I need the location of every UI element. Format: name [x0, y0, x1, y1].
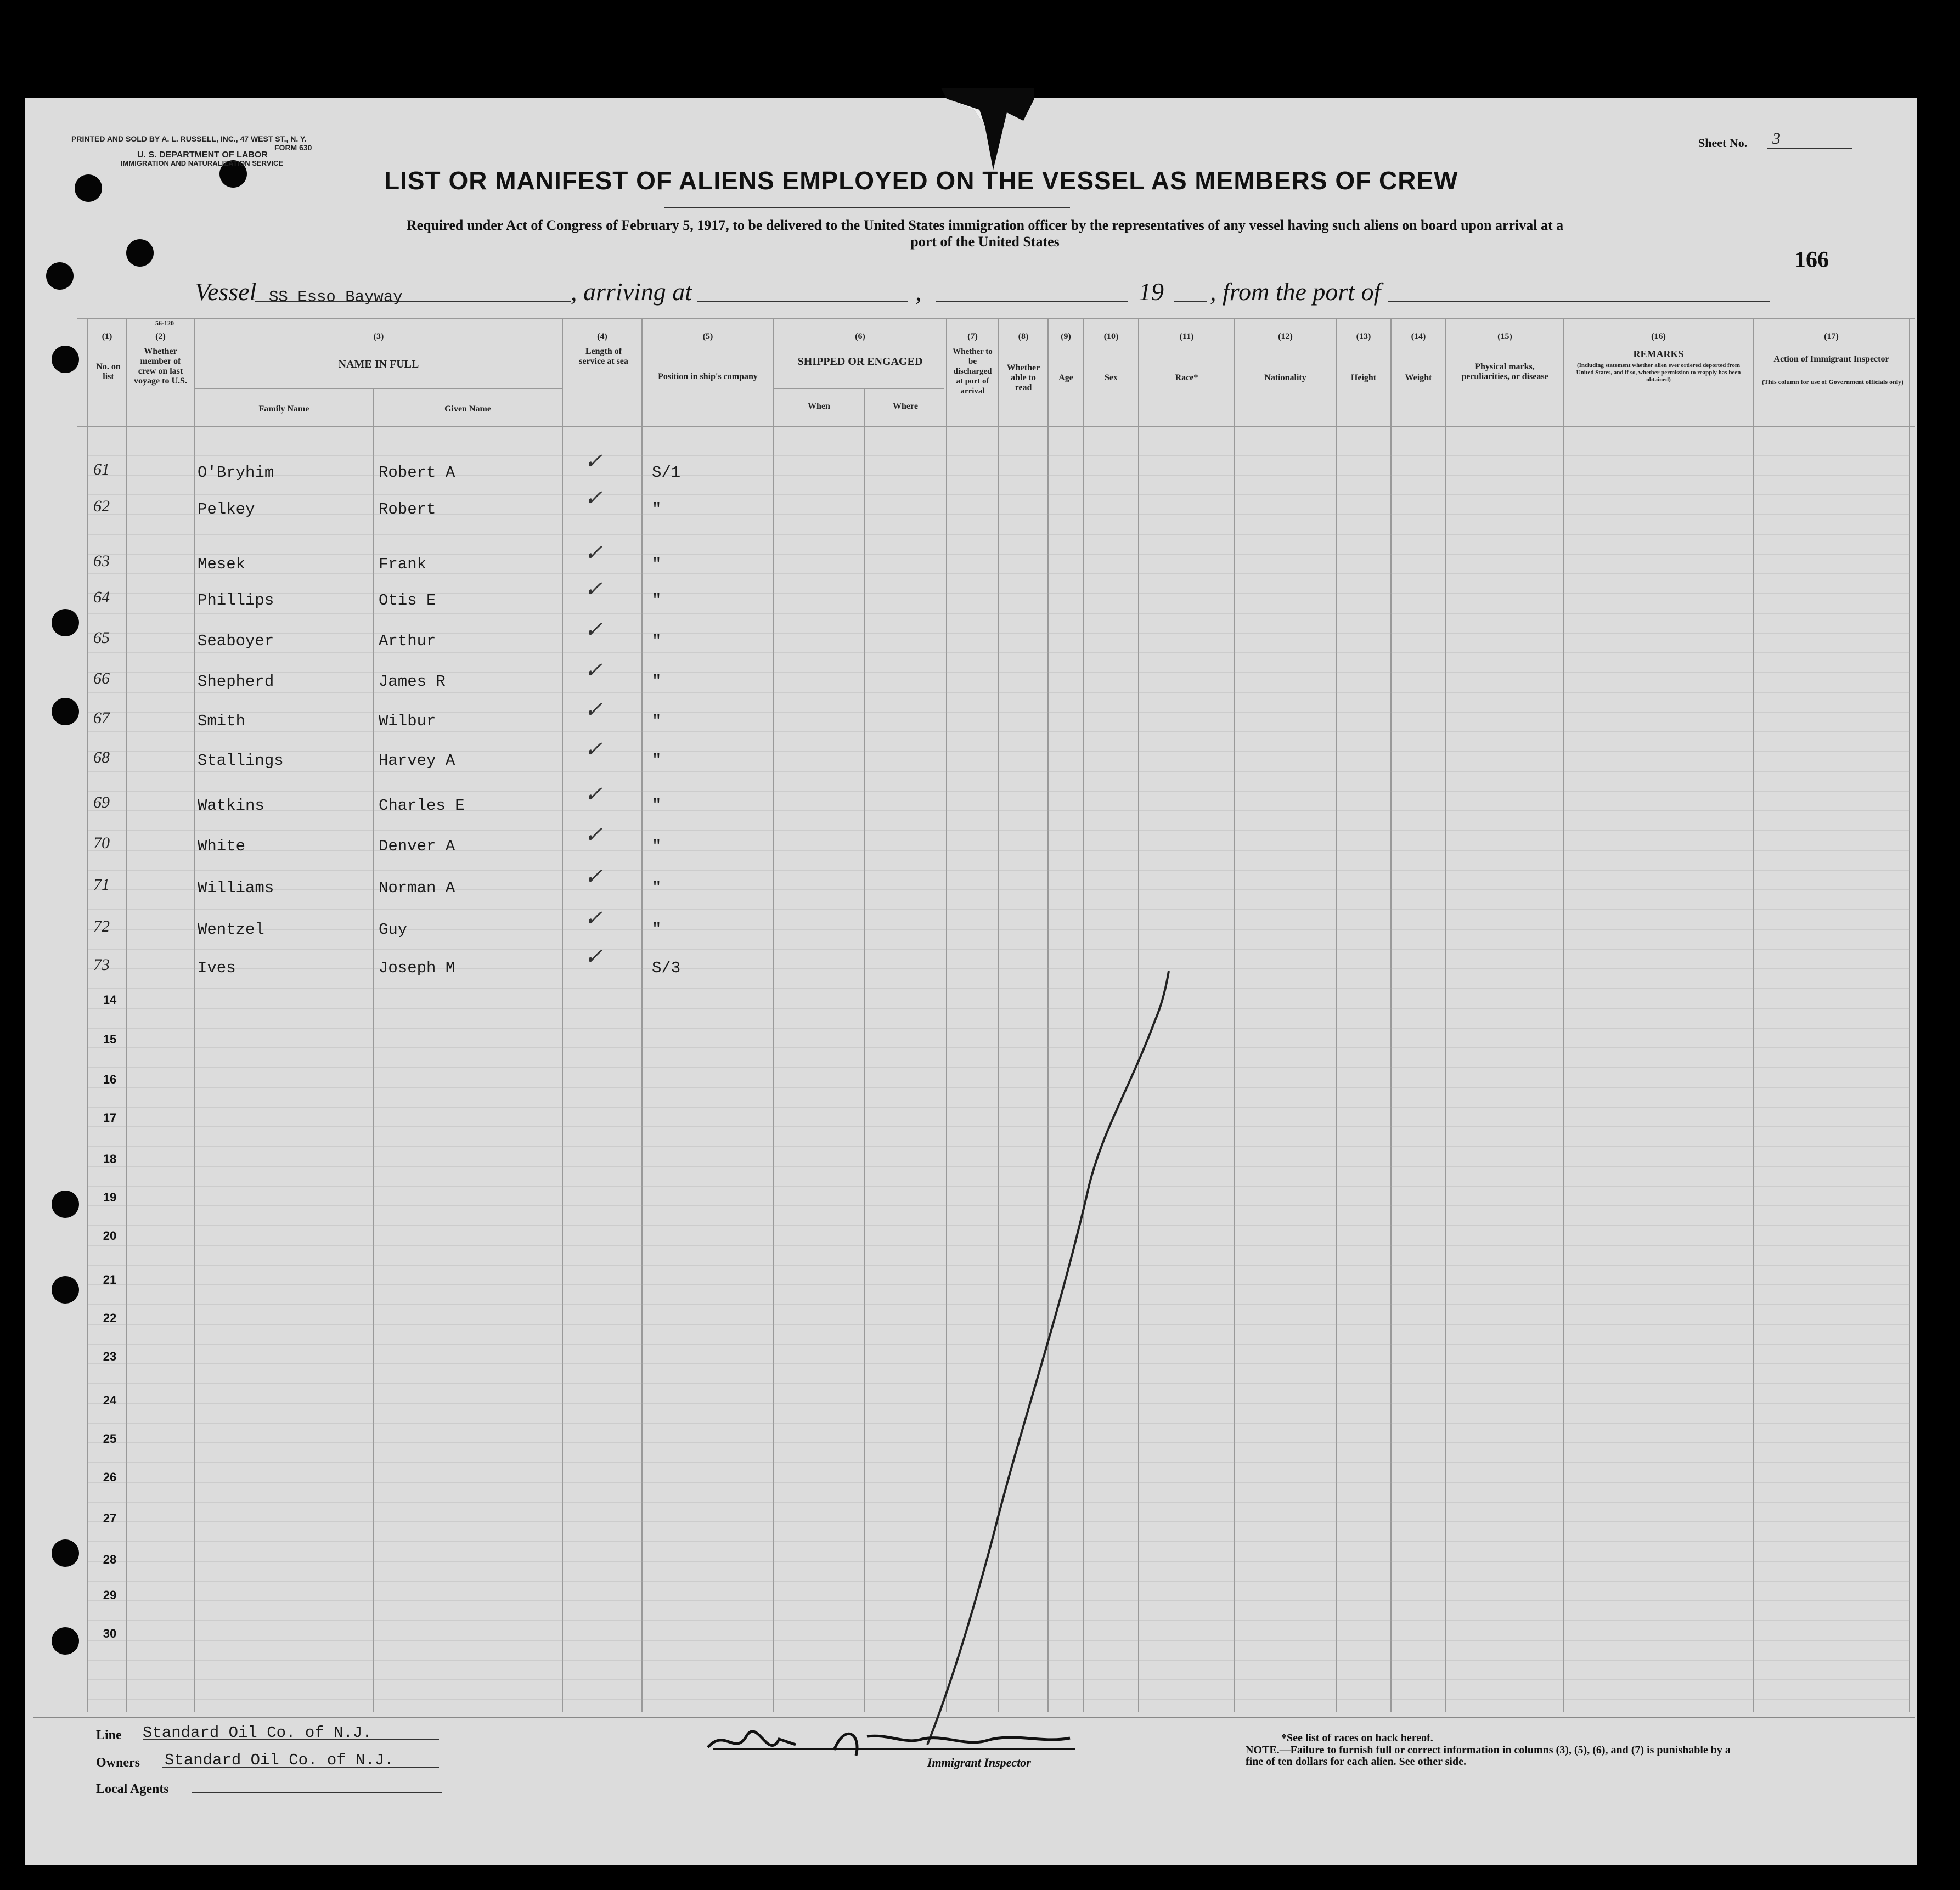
- family-name: O'Bryhim: [198, 464, 274, 482]
- position-in-company: ": [652, 555, 662, 573]
- service-checkmark: ✓: [584, 486, 603, 510]
- family-name: Stallings: [198, 752, 284, 770]
- col17-header: Action of Immigrant Inspector: [1773, 354, 1889, 364]
- col17-subheader: (This column for use of Government officials only): [1761, 378, 1904, 386]
- row-number: 66: [93, 669, 110, 687]
- position-in-company: ": [652, 673, 662, 691]
- service-checkmark: ✓: [584, 822, 603, 847]
- given-name: Harvey A: [379, 752, 455, 770]
- col9-number: (9): [1061, 332, 1071, 341]
- service-checkmark: ✓: [584, 782, 603, 806]
- position-in-company: S/1: [652, 464, 681, 482]
- family-name: Mesek: [198, 555, 246, 573]
- blank-row-number: 25: [103, 1432, 117, 1446]
- row-number: 68: [93, 748, 110, 766]
- position-in-company: ": [652, 752, 662, 770]
- inspector-label: Immigrant Inspector: [927, 1756, 1031, 1769]
- position-in-company: S/3: [652, 959, 681, 977]
- row-number: 61: [93, 460, 110, 478]
- col16-subheader: (Including statement whether alien ever ordered deported from United States, and if so, whether permission to reapply has been obtained): [1576, 362, 1741, 383]
- service-checkmark: ✓: [584, 617, 603, 642]
- blank-row-number: 17: [103, 1111, 117, 1125]
- department-name: U. S. DEPARTMENT OF LABOR: [137, 150, 268, 160]
- form-number: FORM 630: [274, 143, 312, 152]
- col2-code: 56-120: [155, 319, 174, 327]
- given-name: Frank: [379, 555, 427, 573]
- service-checkmark: ✓: [584, 697, 603, 722]
- col11-header: Race*: [1175, 373, 1198, 382]
- stamp-number: 166: [1794, 247, 1829, 273]
- service-name: IMMIGRATION AND NATURALIZATION SERVICE: [121, 159, 284, 167]
- col5-header: Position in ship's company: [658, 372, 758, 381]
- given-name: James R: [379, 673, 446, 691]
- col15-header: Physical marks, peculiarities, or disease: [1461, 362, 1548, 381]
- given-name: Charles E: [379, 797, 465, 815]
- col10-header: Sex: [1105, 373, 1118, 382]
- races-note: *See list of races on back hereof.: [1281, 1732, 1433, 1744]
- col4-number: (4): [597, 332, 607, 341]
- family-name: Phillips: [198, 591, 274, 610]
- given-name: Joseph M: [379, 959, 455, 977]
- printer-line: PRINTED AND SOLD BY A. L. RUSSELL, INC., 47 WEST ST., N. Y.: [71, 134, 307, 143]
- position-in-company: ": [652, 632, 662, 650]
- row-number: 64: [93, 588, 110, 606]
- col3-header: NAME IN FULL: [338, 358, 419, 370]
- given-name: Denver A: [379, 837, 455, 855]
- service-checkmark: ✓: [584, 449, 603, 473]
- family-name: Williams: [198, 879, 274, 897]
- given-name: Robert: [379, 500, 436, 518]
- position-in-company: ": [652, 837, 662, 855]
- col7-header: Whether to be discharged at port of arrival: [953, 347, 993, 396]
- given-name: Guy: [379, 921, 408, 939]
- blank-row-number: 27: [103, 1511, 117, 1525]
- line-label: Line: [96, 1728, 122, 1742]
- family-name: Wentzel: [198, 921, 264, 939]
- col4-header: Length of service at sea: [579, 347, 628, 366]
- local-agents-label: Local Agents: [96, 1782, 169, 1796]
- col5-number: (5): [702, 332, 713, 341]
- col9-header: Age: [1058, 373, 1073, 382]
- family-name: Pelkey: [198, 500, 255, 518]
- col16-number: (16): [1651, 332, 1666, 341]
- service-checkmark: ✓: [584, 906, 603, 930]
- given-name: Arthur: [379, 632, 436, 650]
- col14-header: Weight: [1405, 373, 1432, 382]
- shipped-when-header: When: [808, 402, 830, 411]
- service-checkmark: ✓: [584, 577, 603, 601]
- col12-header: Nationality: [1264, 373, 1306, 382]
- fine-note: NOTE.—Failure to furnish full or correct information in columns (3), (5), (6), and (7) is punishable by a fine of ten dollars for each alien. See other side.: [1246, 1744, 1731, 1768]
- blank-row-number: 21: [103, 1273, 117, 1287]
- family-name: Shepherd: [198, 673, 274, 691]
- row-number: 62: [93, 497, 110, 515]
- col11-number: (11): [1179, 332, 1194, 341]
- line-value: Standard Oil Co. of N.J.: [143, 1724, 372, 1742]
- position-in-company: ": [652, 712, 662, 730]
- given-name: Norman A: [379, 879, 455, 897]
- col13-header: Height: [1350, 373, 1377, 382]
- position-in-company: ": [652, 500, 662, 518]
- blank-row-number: 18: [103, 1152, 117, 1166]
- col6-number: (6): [855, 332, 865, 341]
- blank-row-number: 19: [103, 1191, 117, 1204]
- col6-header: SHIPPED OR ENGAGED: [797, 356, 923, 368]
- blank-row-number: 14: [103, 993, 117, 1007]
- year-label: 19: [1139, 278, 1164, 306]
- blank-row-number: 30: [103, 1627, 117, 1640]
- col1-number: (1): [102, 332, 112, 341]
- col17-number: (17): [1824, 332, 1839, 341]
- shipped-where-header: Where: [893, 402, 918, 411]
- requirement-text: Required under Act of Congress of February 5, 1917, to be delivered to the United States immigration officer by the representatives of any vessel having such aliens on board upon arrival at a port of the United States: [406, 217, 1564, 250]
- position-in-company: ": [652, 921, 662, 939]
- col15-number: (15): [1497, 332, 1512, 341]
- col13-number: (13): [1356, 332, 1371, 341]
- owners-value: Standard Oil Co. of N.J.: [165, 1751, 394, 1769]
- given-name: Wilbur: [379, 712, 436, 730]
- form-title: LIST OR MANIFEST OF ALIENS EMPLOYED ON THE VESSEL AS MEMBERS OF CREW: [384, 166, 1458, 195]
- col2-header: Whether member of crew on last voyage to U.S.: [134, 347, 187, 386]
- given-name: Otis E: [379, 591, 436, 610]
- col3-number: (3): [373, 332, 384, 341]
- sheet-number: 3: [1772, 129, 1781, 148]
- family-name: Watkins: [198, 797, 264, 815]
- family-name: White: [198, 837, 246, 855]
- service-checkmark: ✓: [584, 540, 603, 565]
- owners-label: Owners: [96, 1756, 140, 1770]
- col12-number: (12): [1278, 332, 1293, 341]
- blank-row-number: 24: [103, 1393, 117, 1407]
- col16-header: REMARKS: [1633, 348, 1684, 359]
- col8-header: Whether able to read: [1006, 363, 1040, 392]
- service-checkmark: ✓: [584, 658, 603, 682]
- service-checkmark: ✓: [584, 737, 603, 761]
- blank-row-number: 29: [103, 1588, 117, 1602]
- inspector-signature: [708, 1731, 1070, 1756]
- row-number: 67: [93, 709, 110, 727]
- vessel-label: Vessel: [195, 278, 257, 306]
- position-in-company: ": [652, 591, 662, 610]
- given-name-header: Given Name: [444, 404, 491, 414]
- vessel-name: SS Esso Bayway: [269, 288, 403, 306]
- position-in-company: ": [652, 879, 662, 897]
- col2-number: (2): [155, 332, 166, 341]
- row-number: 73: [93, 956, 110, 974]
- service-checkmark: ✓: [584, 864, 603, 889]
- arriving-label: , arriving at: [571, 278, 692, 306]
- blank-row-number: 16: [103, 1073, 117, 1086]
- given-name: Robert A: [379, 464, 455, 482]
- blank-row-number: 26: [103, 1470, 117, 1484]
- position-in-company: ": [652, 797, 662, 815]
- row-number: 69: [93, 793, 110, 811]
- col7-number: (7): [967, 332, 978, 341]
- row-number: 63: [93, 552, 110, 570]
- family-name: Seaboyer: [198, 632, 274, 650]
- blank-row-number: 20: [103, 1229, 117, 1243]
- col1-header: No. on list: [96, 362, 121, 381]
- row-number: 70: [93, 834, 110, 852]
- family-name-header: Family Name: [258, 404, 309, 414]
- col10-number: (10): [1103, 332, 1119, 341]
- blank-row-number: 23: [103, 1350, 117, 1363]
- col8-number: (8): [1018, 332, 1029, 341]
- service-checkmark: ✓: [584, 944, 603, 969]
- from-port-label: , from the port of: [1210, 278, 1381, 306]
- row-number: 71: [93, 876, 110, 894]
- col14-number: (14): [1411, 332, 1426, 341]
- blank-row-number: 28: [103, 1553, 117, 1566]
- row-number: 72: [93, 917, 110, 935]
- row-number: 65: [93, 629, 110, 647]
- family-name: Smith: [198, 712, 246, 730]
- family-name: Ives: [198, 959, 236, 977]
- blank-row-number: 15: [103, 1033, 117, 1046]
- blank-row-number: 22: [103, 1311, 117, 1325]
- sheet-label: Sheet No.: [1698, 136, 1748, 150]
